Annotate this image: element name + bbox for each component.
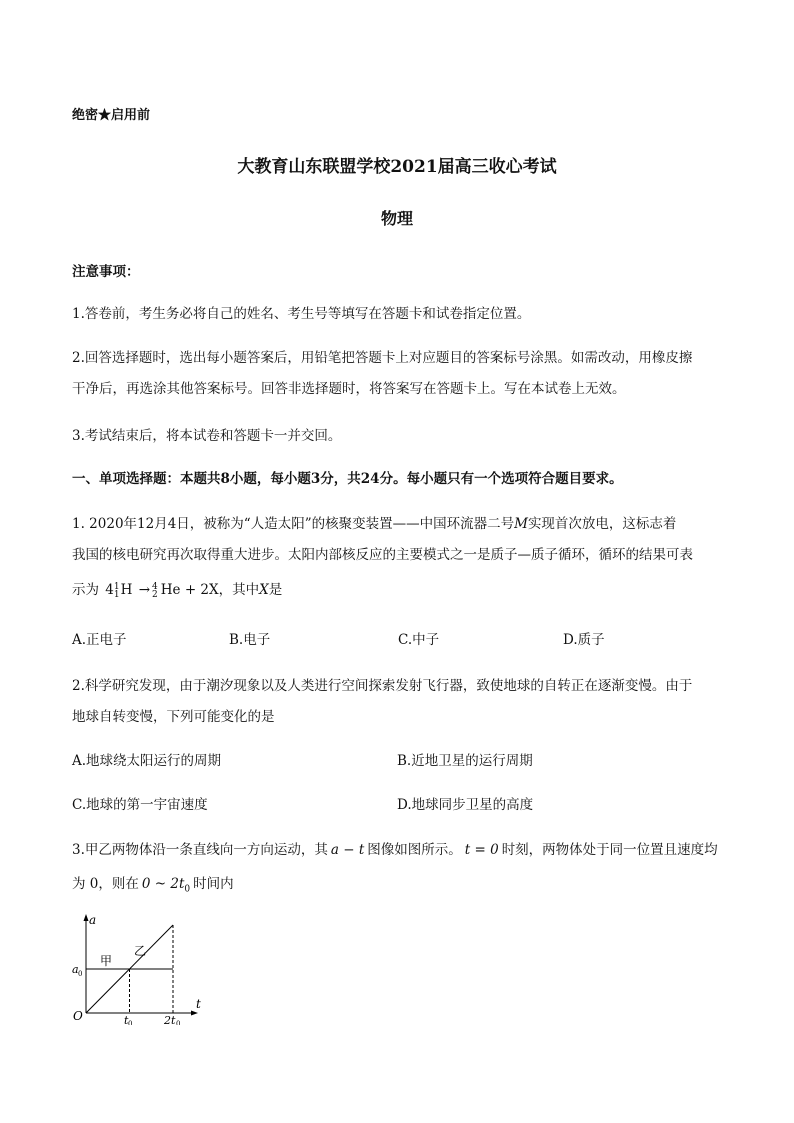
q1-line-3-text-b: ，其中 [218, 582, 260, 598]
q1-option-d[interactable]: D.质子 [563, 632, 605, 648]
eq-he: He [160, 582, 181, 598]
eq-arrow: → [138, 582, 151, 598]
t0-subscript: 0 [128, 1020, 133, 1025]
q1-line-3 [72, 578, 282, 599]
t0-label: t [124, 1014, 129, 1025]
q1-equation [105, 582, 218, 599]
x-axis-arrow [191, 1011, 198, 1016]
eq-h: H [120, 582, 133, 598]
x-axis-label: t [196, 997, 201, 1011]
eq-h-charge: 1 [113, 589, 120, 600]
y-axis-arrow [84, 914, 89, 921]
q3-range-text: 0 ~ 2t [141, 876, 185, 892]
q1-option-a[interactable]: A.正电子 [72, 632, 127, 648]
q1-var-m: M [514, 516, 528, 532]
exam-subject: 物理 [380, 209, 413, 228]
notes-heading: 注意事项： [72, 264, 140, 280]
notes-item-1: 1.答卷前，考生务必将自己的姓名、考生号等填写在答题卡和试卷指定位置。 [72, 306, 531, 322]
q1-option-c[interactable]: C.中子 [398, 632, 440, 648]
q1-line-1-text-b: 实现首次放电，这标志着 [527, 516, 677, 532]
q3-line-1-text-a: 3.甲乙两物体沿一条直线向一方向运动，其 [72, 842, 328, 858]
q3-var-t0: t = 0 [464, 842, 499, 858]
q3-line-1 [72, 838, 718, 858]
q2-option-c[interactable]: C.地球的第一宇宙速度 [72, 797, 208, 813]
q3-line-2-text-b: 时间内 [193, 876, 234, 892]
y-axis-label: a [89, 913, 97, 927]
section-heading: 一、单项选择题：本题共8小题，每小题3分，共24分。每小题只有一个选项符合题目要求。 [72, 471, 623, 487]
eq-h-scripts [114, 583, 120, 599]
exam-title: 大教育山东联盟学校2021届高三收心考试 [237, 157, 557, 177]
eq-2x: 2X [200, 582, 219, 598]
q1-line-3-text-a: 示为 [72, 582, 99, 598]
secret-label: 绝密★启用前 [72, 108, 151, 123]
q1-line-1 [72, 512, 676, 532]
q3-range-sub: 0 [184, 884, 191, 895]
a0-label: a [72, 963, 79, 976]
q1-option-b[interactable]: B.电子 [229, 632, 271, 648]
notes-item-2-line-1: 2.回答选择题时，选出每小题答案后，用铅笔把答题卡上对应题目的答案标号涂黑。如需改动，用橡皮擦 [72, 350, 693, 366]
q2-option-b[interactable]: B.近地卫星的运行周期 [397, 753, 533, 769]
eq-h-mass: 1 [113, 581, 120, 592]
eq-he-mass: 4 [152, 581, 158, 592]
eq-he-scripts [152, 583, 158, 599]
eq-plus: + [184, 582, 197, 598]
q3-line-2 [72, 872, 234, 895]
q2-line-2: 地球自转变慢，下列可能变化的是 [72, 709, 275, 725]
2t0-subscript: 0 [176, 1020, 181, 1025]
origin-label: O [73, 1009, 83, 1023]
a0-subscript: 0 [78, 970, 83, 978]
q1-line-3-text-c: 是 [268, 582, 283, 598]
label-jia: 甲 [100, 954, 113, 968]
q2-option-d[interactable]: D.地球同步卫星的高度 [397, 797, 534, 813]
q3-line-1-text-c: 时刻，两物体处于同一位置且速度均 [501, 842, 718, 858]
q3-var-a-t: a − t [330, 842, 365, 858]
2t0-label: 2t [164, 1014, 176, 1025]
eq-coefficient: 4 [105, 582, 114, 598]
notes-item-3: 3.考试结束后，将本试卷和答题卡一并交回。 [72, 428, 342, 444]
q1-var-x: X [259, 582, 269, 598]
q2-option-a[interactable]: A.地球绕太阳运行的周期 [72, 753, 222, 769]
q2-line-1: 2.科学研究发现，由于潮汐现象以及人类进行空间探索发射飞行器，致使地球的自转正在逐渐变慢。由于 [72, 678, 693, 694]
q3-var-range [141, 876, 191, 895]
a-t-graph [68, 910, 208, 1025]
q1-line-2: 我国的核电研究再次取得重大进步。太阳内部核反应的主要模式之一是质子—质子循环，循环的结果可表 [72, 547, 693, 563]
eq-he-charge: 2 [152, 589, 158, 600]
q3-line-1-text-b: 图像如图所示。 [367, 842, 462, 858]
notes-item-2-line-2: 干净后，再选涂其他答案标号。回答非选择题时，将答案写在答题卡上。写在本试卷上无效。 [72, 381, 626, 397]
label-yi: 乙 [134, 944, 147, 958]
q1-line-1-text-a: 1. 2020年12月4日，被称为“人造太阳”的核聚变装置——中国环流器二号 [72, 516, 515, 532]
q3-line-2-text-a: 为 0，则在 [72, 876, 139, 892]
